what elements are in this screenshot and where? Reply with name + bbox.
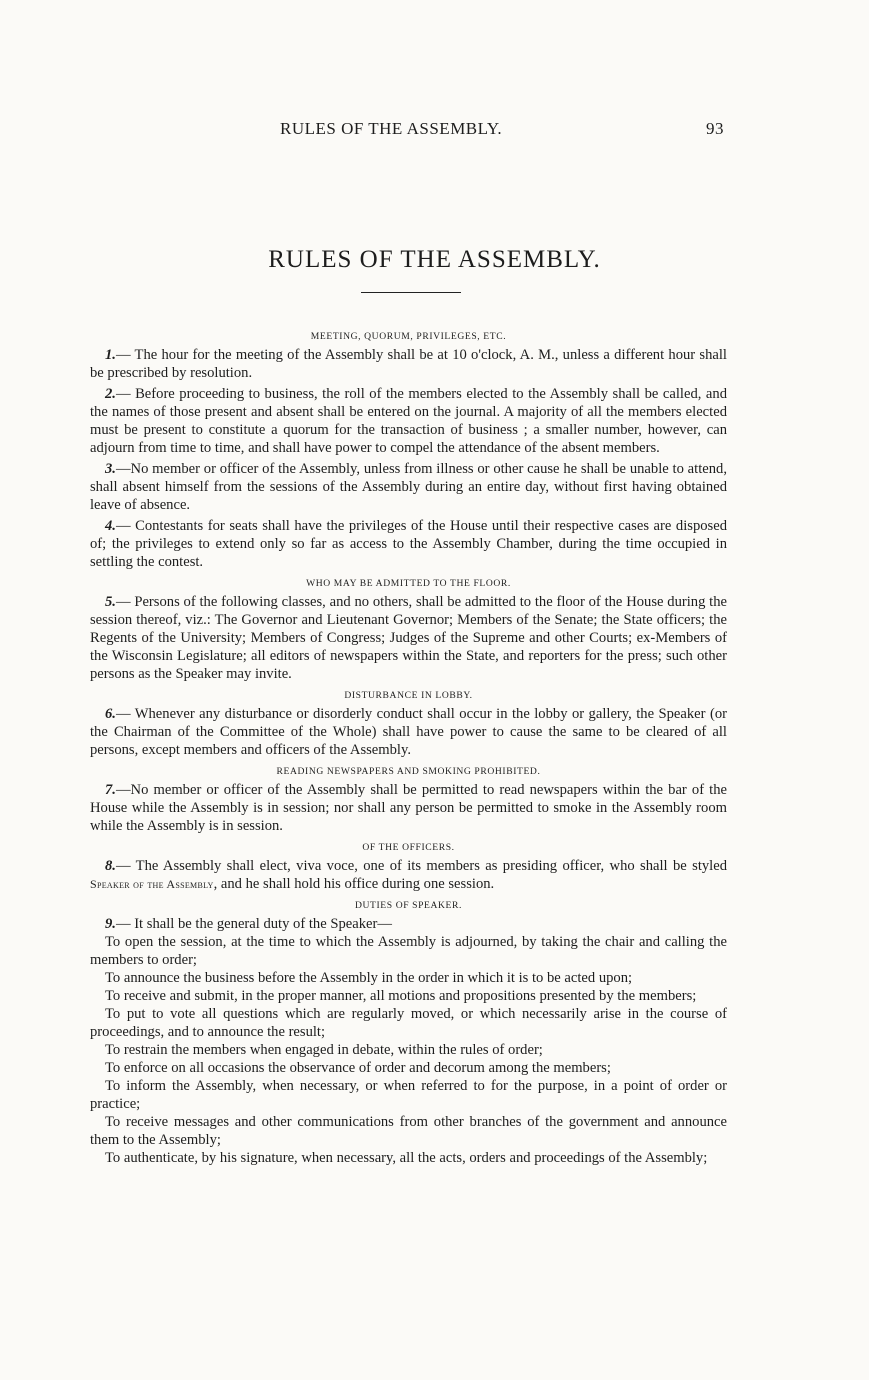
speaker-duty: To put to vote all questions which are regularly moved, or which necessarily arise in the course of proceedings, and to announce the result; xyxy=(90,1006,727,1040)
speaker-duty: To inform the Assembly, when necessary, or when referred to for the purpose, in a point of order or practice; xyxy=(90,1078,727,1112)
speaker-duty: To authenticate, by his signature, when necessary, all the acts, orders and proceedings of the Assembly; xyxy=(105,1150,708,1166)
rule-text: —No member or officer of the Assembly, unless from illness or other cause he shall be unable to attend, shall absent himself from the sessions of the Assembly during an entire day, without first having obtained leave of absence. xyxy=(90,461,727,513)
rule-number: 8. xyxy=(105,858,116,874)
running-head-title: RULES OF THE ASSEMBLY. xyxy=(280,119,503,138)
rules-body xyxy=(90,330,727,1167)
section-heading-floor: WHO MAY BE ADMITTED TO THE FLOOR. xyxy=(306,578,511,589)
speaker-duty: To open the session, at the time to which the Assembly is adjourned, by taking the chair and calling the members to order; xyxy=(90,934,727,968)
speaker-duty: To restrain the members when engaged in debate, within the rules of order; xyxy=(105,1042,543,1058)
rule-9 xyxy=(90,915,727,933)
rule-number: 2. xyxy=(105,386,116,402)
page-title: RULES OF THE ASSEMBLY. xyxy=(268,246,601,273)
rule-2 xyxy=(90,385,727,457)
rule-number: 9. xyxy=(105,916,116,932)
speaker-title: Speaker of the Assembly xyxy=(90,877,214,891)
page-number: 93 xyxy=(706,119,724,138)
section-heading-newspapers: READING NEWSPAPERS AND SMOKING PROHIBITED. xyxy=(276,766,541,777)
rule-text: — The hour for the meeting of the Assembly shall be at 10 o'clock, A. M., unless a different hour shall be prescribed by resolution. xyxy=(90,347,727,381)
section-heading-speaker: DUTIES OF SPEAKER. xyxy=(354,900,462,911)
section-heading-meeting: MEETING, QUORUM, PRIVILEGES, ETC. xyxy=(310,331,507,342)
section-heading-officers: OF THE OFFICERS. xyxy=(362,842,455,853)
rule-text: — The Assembly shall elect, viva voce, one of its members as presiding officer, who shall be styled xyxy=(115,858,727,874)
speaker-duty: To receive messages and other communications from other branches of the government and announce them to the Assembly; xyxy=(90,1114,727,1148)
rule-3 xyxy=(90,460,727,514)
rule-number: 3. xyxy=(105,461,116,477)
rule-6 xyxy=(90,705,727,759)
rule-text-end: , and he shall hold his office during one session. xyxy=(213,876,495,892)
speaker-duty: To announce the business before the Assembly in the order in which it is to be acted upon; xyxy=(105,970,633,986)
rule-7 xyxy=(90,781,727,835)
running-head xyxy=(0,119,869,143)
speaker-duty: To enforce on all occasions the observance of order and decorum among the members; xyxy=(105,1060,611,1076)
rule-number: 5. xyxy=(105,594,116,610)
rule-number: 6. xyxy=(105,706,116,722)
title-divider xyxy=(361,292,461,293)
rule-number: 7. xyxy=(105,782,116,798)
rule-number: 1. xyxy=(105,347,116,363)
rule-number: 4. xyxy=(105,518,116,534)
rule-1 xyxy=(90,346,727,382)
rule-text: — Whenever any disturbance or disorderly conduct shall occur in the lobby or gallery, the Speaker (or the Chairman of the Committee of the Whole) shall have power to cause the same to be cleared of all persons, except members and officers of the Assembly. xyxy=(90,706,727,758)
rule-text: — Before proceeding to business, the roll of the members elected to the Assembly shall be called, and the names of those present and absent shall be entered on the journal. A majority of all the members elected must be present to constitute a quorum for the transaction of business ; a smaller number, however, can adjourn from time to time, and shall have power to compel the attendance of the absent members. xyxy=(90,386,727,456)
rule-5 xyxy=(90,593,727,683)
rule-8 xyxy=(90,857,727,893)
rule-4 xyxy=(90,517,727,571)
rule-text: — Persons of the following classes, and no others, shall be admitted to the floor of the House during the session thereof, viz.: The Governor and Lieutenant Governor; Members of the Senate; the State officers; the Regents of the University; Members of Congress; Judges of the Supreme and other Courts; ex-Members of the Wisconsin Legislature; all editors of newspapers within the State, and reporters for the press; such other persons as the Speaker may invite. xyxy=(90,594,727,682)
rule-text: — It shall be the general duty of the Speaker— xyxy=(115,916,392,932)
speaker-duty: To receive and submit, in the proper manner, all motions and propositions presented by the members; xyxy=(105,988,697,1004)
rule-text: — Contestants for seats shall have the privileges of the House until their respective cases are disposed of; the privileges to extend only so far as access to the Assembly Chamber, during the time occupied in settling the contest. xyxy=(90,518,727,570)
section-heading-lobby: DISTURBANCE IN LOBBY. xyxy=(344,690,473,701)
rule-text: —No member or officer of the Assembly shall be permitted to read newspapers within the bar of the House while the Assembly is in session; nor shall any person be permitted to smoke in the Assembly room while the Assembly is in session. xyxy=(90,782,727,834)
